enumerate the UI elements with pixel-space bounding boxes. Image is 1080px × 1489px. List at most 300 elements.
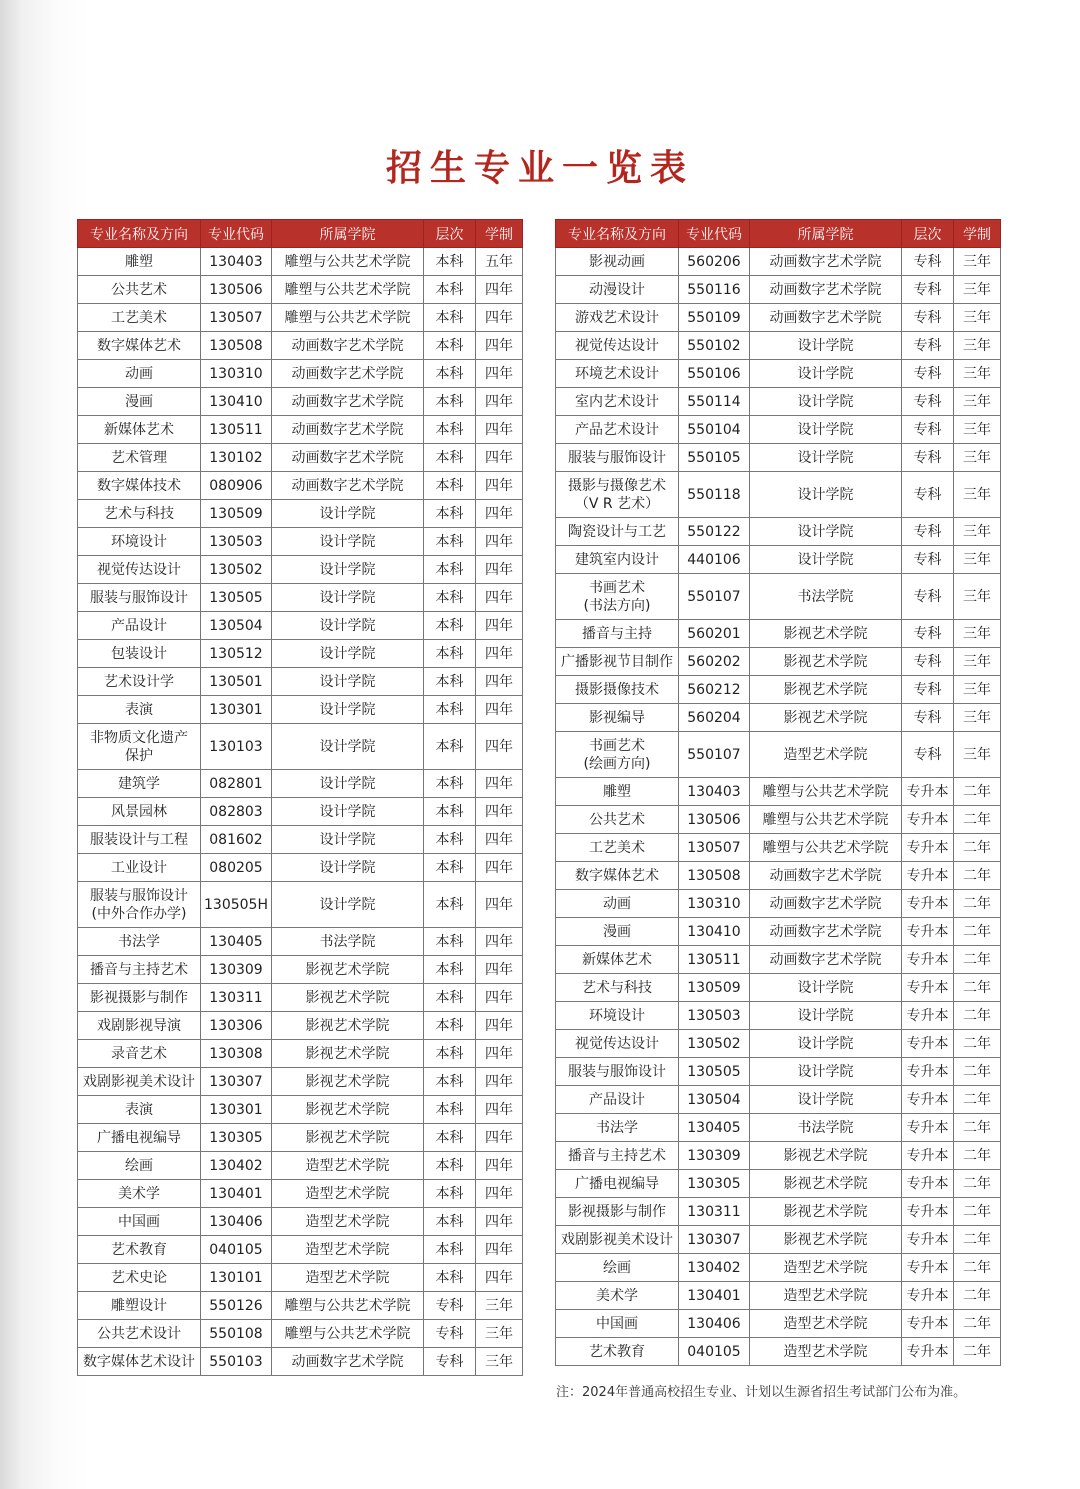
major-code-cell: 130306 [201, 1012, 272, 1040]
major-name-cell: 陶瓷设计与工艺 [556, 518, 679, 546]
duration-cell: 四年 [476, 444, 523, 472]
level-cell: 专升本 [902, 1086, 954, 1114]
college-cell: 动画数字艺术学院 [272, 360, 424, 388]
college-cell: 影视艺术学院 [272, 956, 424, 984]
duration-cell: 四年 [476, 1208, 523, 1236]
level-cell: 专升本 [902, 1310, 954, 1338]
college-cell: 雕塑与公共艺术学院 [272, 1292, 424, 1320]
major-code-cell: 130512 [201, 640, 272, 668]
college-cell: 造型艺术学院 [750, 1282, 902, 1310]
major-name-cell: 公共艺术设计 [78, 1320, 201, 1348]
level-cell: 本科 [424, 1264, 476, 1292]
major-name-cell: 服装与服饰设计 (中外合作办学) [78, 882, 201, 928]
major-name-cell: 风景园林 [78, 798, 201, 826]
level-cell: 专升本 [902, 1226, 954, 1254]
college-cell: 影视艺术学院 [750, 1142, 902, 1170]
duration-cell: 四年 [476, 612, 523, 640]
college-cell: 造型艺术学院 [272, 1208, 424, 1236]
college-cell: 设计学院 [750, 472, 902, 518]
level-cell: 专科 [424, 1320, 476, 1348]
college-cell: 设计学院 [272, 826, 424, 854]
table-row [556, 806, 1001, 834]
duration-cell: 二年 [954, 1254, 1001, 1282]
table-row [78, 640, 523, 668]
header-duration: 学制 [954, 220, 1001, 248]
college-cell: 动画数字艺术学院 [750, 276, 902, 304]
major-code-cell: 550126 [201, 1292, 272, 1320]
page-title: 招生专业一览表 [385, 147, 694, 189]
level-cell: 本科 [424, 1208, 476, 1236]
table-row [556, 1170, 1001, 1198]
college-cell: 造型艺术学院 [750, 1338, 902, 1366]
level-cell: 专科 [902, 276, 954, 304]
table-row [78, 854, 523, 882]
major-name-cell: 书法学 [78, 928, 201, 956]
college-cell: 动画数字艺术学院 [750, 862, 902, 890]
college-cell: 影视艺术学院 [272, 1068, 424, 1096]
major-name-cell: 艺术与科技 [78, 500, 201, 528]
major-code-cell: 130401 [679, 1282, 750, 1310]
college-cell: 设计学院 [272, 500, 424, 528]
duration-cell: 二年 [954, 862, 1001, 890]
duration-cell: 三年 [476, 1292, 523, 1320]
college-cell: 造型艺术学院 [272, 1236, 424, 1264]
table-row [556, 248, 1001, 276]
table-row [556, 1058, 1001, 1086]
duration-cell: 二年 [954, 918, 1001, 946]
major-name-cell: 表演 [78, 696, 201, 724]
level-cell: 专升本 [902, 1002, 954, 1030]
college-cell: 影视艺术学院 [750, 620, 902, 648]
duration-cell: 二年 [954, 1058, 1001, 1086]
major-name-cell: 数字媒体艺术设计 [78, 1348, 201, 1376]
table-row [556, 472, 1001, 518]
duration-cell: 三年 [476, 1320, 523, 1348]
major-name-cell: 戏剧影视导演 [78, 1012, 201, 1040]
level-cell: 专升本 [902, 862, 954, 890]
major-code-cell: 130305 [201, 1124, 272, 1152]
level-cell: 专科 [902, 620, 954, 648]
college-cell: 设计学院 [750, 1058, 902, 1086]
table-row [556, 546, 1001, 574]
level-cell: 本科 [424, 528, 476, 556]
table-row [78, 668, 523, 696]
college-cell: 设计学院 [272, 854, 424, 882]
duration-cell: 三年 [954, 620, 1001, 648]
major-code-cell: 550116 [679, 276, 750, 304]
header-major: 专业名称及方向 [556, 220, 679, 248]
major-name-cell: 新媒体艺术 [78, 416, 201, 444]
duration-cell: 四年 [476, 584, 523, 612]
table-row [556, 862, 1001, 890]
major-name-cell: 艺术史论 [78, 1264, 201, 1292]
table-header-row [556, 220, 1001, 248]
table-row [556, 1310, 1001, 1338]
duration-cell: 三年 [954, 416, 1001, 444]
college-cell: 雕塑与公共艺术学院 [272, 276, 424, 304]
level-cell: 本科 [424, 556, 476, 584]
table-row [556, 648, 1001, 676]
level-cell: 专升本 [902, 1254, 954, 1282]
major-name-cell: 数字媒体技术 [78, 472, 201, 500]
header-code: 专业代码 [201, 220, 272, 248]
level-cell: 专升本 [902, 1338, 954, 1366]
major-name-cell: 艺术与科技 [556, 974, 679, 1002]
major-name-cell: 摄影与摄像艺术 （V R 艺术） [556, 472, 679, 518]
duration-cell: 二年 [954, 1170, 1001, 1198]
major-name-cell: 书画艺术 (绘画方向) [556, 732, 679, 778]
table-row [556, 946, 1001, 974]
major-name-cell: 绘画 [78, 1152, 201, 1180]
college-cell: 影视艺术学院 [272, 1040, 424, 1068]
table-row [78, 528, 523, 556]
major-name-cell: 视觉传达设计 [78, 556, 201, 584]
major-code-cell: 550108 [201, 1320, 272, 1348]
college-cell: 设计学院 [272, 696, 424, 724]
major-name-cell: 雕塑 [78, 248, 201, 276]
major-code-cell: 130307 [201, 1068, 272, 1096]
level-cell: 本科 [424, 882, 476, 928]
college-cell: 雕塑与公共艺术学院 [272, 1320, 424, 1348]
table-row [78, 1208, 523, 1236]
major-code-cell: 560212 [679, 676, 750, 704]
duration-cell: 四年 [476, 724, 523, 770]
table-row [556, 1282, 1001, 1310]
college-cell: 影视艺术学院 [272, 1096, 424, 1124]
major-name-cell: 视觉传达设计 [556, 1030, 679, 1058]
table-row [556, 890, 1001, 918]
major-code-cell: 550105 [679, 444, 750, 472]
level-cell: 专科 [902, 574, 954, 620]
footnote: 注：2024年普通高校招生专业、计划以生源省招生考试部门公布为准。 [556, 1385, 967, 1400]
level-cell: 本科 [424, 416, 476, 444]
major-name-cell: 漫画 [556, 918, 679, 946]
table-row [556, 1086, 1001, 1114]
major-name-cell: 数字媒体艺术 [556, 862, 679, 890]
major-code-cell: 040105 [679, 1338, 750, 1366]
major-name-cell: 服装与服饰设计 [556, 1058, 679, 1086]
major-code-cell: 130410 [679, 918, 750, 946]
major-code-cell: 130505 [201, 584, 272, 612]
level-cell: 专科 [902, 648, 954, 676]
table-row [78, 1124, 523, 1152]
table-row [556, 1002, 1001, 1030]
level-cell: 本科 [424, 826, 476, 854]
major-code-cell: 130102 [201, 444, 272, 472]
major-code-cell: 550106 [679, 360, 750, 388]
major-code-cell: 550109 [679, 304, 750, 332]
major-name-cell: 播音与主持 [556, 620, 679, 648]
major-name-cell: 录音艺术 [78, 1040, 201, 1068]
college-cell: 设计学院 [272, 528, 424, 556]
college-cell: 雕塑与公共艺术学院 [750, 806, 902, 834]
level-cell: 专科 [902, 676, 954, 704]
table-row [78, 276, 523, 304]
duration-cell: 四年 [476, 500, 523, 528]
duration-cell: 二年 [954, 1198, 1001, 1226]
college-cell: 设计学院 [272, 640, 424, 668]
level-cell: 专科 [902, 416, 954, 444]
major-name-cell: 产品设计 [556, 1086, 679, 1114]
level-cell: 本科 [424, 276, 476, 304]
college-cell: 设计学院 [750, 360, 902, 388]
college-cell: 设计学院 [750, 1030, 902, 1058]
duration-cell: 四年 [476, 770, 523, 798]
college-cell: 雕塑与公共艺术学院 [750, 834, 902, 862]
duration-cell: 四年 [476, 928, 523, 956]
table-row [78, 556, 523, 584]
major-name-cell: 戏剧影视美术设计 [556, 1226, 679, 1254]
major-name-cell: 工艺美术 [556, 834, 679, 862]
major-code-cell: 130309 [679, 1142, 750, 1170]
level-cell: 专科 [902, 304, 954, 332]
level-cell: 本科 [424, 668, 476, 696]
table-row [78, 696, 523, 724]
major-name-cell: 视觉传达设计 [556, 332, 679, 360]
table-row [78, 724, 523, 770]
table-row [556, 416, 1001, 444]
major-name-cell: 建筑学 [78, 770, 201, 798]
major-name-cell: 播音与主持艺术 [78, 956, 201, 984]
table-row [78, 248, 523, 276]
major-code-cell: 130508 [679, 862, 750, 890]
major-code-cell: 550107 [679, 574, 750, 620]
major-name-cell: 艺术教育 [78, 1236, 201, 1264]
major-name-cell: 服装与服饰设计 [556, 444, 679, 472]
major-name-cell: 动漫设计 [556, 276, 679, 304]
college-cell: 造型艺术学院 [750, 732, 902, 778]
major-name-cell: 播音与主持艺术 [556, 1142, 679, 1170]
college-cell: 雕塑与公共艺术学院 [272, 248, 424, 276]
table-row [78, 416, 523, 444]
major-code-cell: 130305 [679, 1170, 750, 1198]
college-cell: 动画数字艺术学院 [750, 304, 902, 332]
table-row [78, 1040, 523, 1068]
college-cell: 设计学院 [750, 388, 902, 416]
duration-cell: 四年 [476, 1180, 523, 1208]
major-code-cell: 550102 [679, 332, 750, 360]
duration-cell: 四年 [476, 276, 523, 304]
major-code-cell: 560204 [679, 704, 750, 732]
major-name-cell: 广播影视节目制作 [556, 648, 679, 676]
major-name-cell: 室内艺术设计 [556, 388, 679, 416]
major-code-cell: 130406 [201, 1208, 272, 1236]
college-cell: 动画数字艺术学院 [272, 1348, 424, 1376]
table-row [78, 826, 523, 854]
duration-cell: 二年 [954, 946, 1001, 974]
major-code-cell: 130503 [201, 528, 272, 556]
major-name-cell: 中国画 [78, 1208, 201, 1236]
major-name-cell: 表演 [78, 1096, 201, 1124]
major-name-cell: 公共艺术 [78, 276, 201, 304]
major-name-cell: 数字媒体艺术 [78, 332, 201, 360]
table-header-row [78, 220, 523, 248]
college-cell: 动画数字艺术学院 [272, 444, 424, 472]
header-level: 层次 [902, 220, 954, 248]
table-row [556, 974, 1001, 1002]
major-code-cell: 082803 [201, 798, 272, 826]
table-row [556, 620, 1001, 648]
major-name-cell: 服装设计与工程 [78, 826, 201, 854]
table-row [78, 1180, 523, 1208]
table-row [556, 332, 1001, 360]
major-code-cell: 081602 [201, 826, 272, 854]
table-row [78, 360, 523, 388]
major-code-cell: 130405 [201, 928, 272, 956]
duration-cell: 三年 [954, 360, 1001, 388]
major-code-cell: 080906 [201, 472, 272, 500]
duration-cell: 三年 [954, 304, 1001, 332]
duration-cell: 三年 [954, 388, 1001, 416]
major-name-cell: 工艺美术 [78, 304, 201, 332]
college-cell: 书法学院 [750, 1114, 902, 1142]
level-cell: 专科 [424, 1348, 476, 1376]
duration-cell: 二年 [954, 1338, 1001, 1366]
duration-cell: 四年 [476, 332, 523, 360]
college-cell: 造型艺术学院 [272, 1152, 424, 1180]
duration-cell: 四年 [476, 1264, 523, 1292]
major-code-cell: 130507 [679, 834, 750, 862]
duration-cell: 四年 [476, 360, 523, 388]
table-row [556, 778, 1001, 806]
major-code-cell: 130511 [679, 946, 750, 974]
table-row [78, 798, 523, 826]
college-cell: 设计学院 [750, 546, 902, 574]
major-name-cell: 艺术设计学 [78, 668, 201, 696]
major-name-cell: 非物质文化遗产 保护 [78, 724, 201, 770]
table-row [556, 732, 1001, 778]
major-code-cell: 130502 [679, 1030, 750, 1058]
duration-cell: 四年 [476, 1040, 523, 1068]
college-cell: 动画数字艺术学院 [750, 890, 902, 918]
duration-cell: 四年 [476, 854, 523, 882]
major-code-cell: 130401 [201, 1180, 272, 1208]
major-code-cell: 550122 [679, 518, 750, 546]
college-cell: 造型艺术学院 [750, 1310, 902, 1338]
major-code-cell: 130502 [201, 556, 272, 584]
major-name-cell: 动画 [556, 890, 679, 918]
table-row [556, 704, 1001, 732]
major-code-cell: 130309 [201, 956, 272, 984]
duration-cell: 四年 [476, 882, 523, 928]
college-cell: 动画数字艺术学院 [272, 332, 424, 360]
major-name-cell: 广播电视编导 [78, 1124, 201, 1152]
duration-cell: 二年 [954, 1002, 1001, 1030]
table-row [556, 1142, 1001, 1170]
header-college: 所属学院 [272, 220, 424, 248]
major-code-cell: 130509 [201, 500, 272, 528]
duration-cell: 二年 [954, 778, 1001, 806]
table-row [556, 1030, 1001, 1058]
level-cell: 本科 [424, 984, 476, 1012]
major-code-cell: 560202 [679, 648, 750, 676]
duration-cell: 四年 [476, 556, 523, 584]
college-cell: 雕塑与公共艺术学院 [750, 778, 902, 806]
level-cell: 专科 [902, 248, 954, 276]
major-name-cell: 游戏艺术设计 [556, 304, 679, 332]
duration-cell: 三年 [954, 248, 1001, 276]
duration-cell: 三年 [954, 518, 1001, 546]
level-cell: 专升本 [902, 1058, 954, 1086]
duration-cell: 三年 [954, 676, 1001, 704]
college-cell: 设计学院 [272, 668, 424, 696]
table-row [78, 1152, 523, 1180]
level-cell: 本科 [424, 854, 476, 882]
table-row [556, 676, 1001, 704]
level-cell: 本科 [424, 360, 476, 388]
level-cell: 本科 [424, 640, 476, 668]
level-cell: 专科 [902, 704, 954, 732]
major-code-cell: 130507 [201, 304, 272, 332]
table-row [78, 770, 523, 798]
college-cell: 设计学院 [272, 882, 424, 928]
major-name-cell: 美术学 [556, 1282, 679, 1310]
level-cell: 专升本 [902, 946, 954, 974]
major-code-cell: 130506 [679, 806, 750, 834]
table-row [556, 918, 1001, 946]
duration-cell: 二年 [954, 1030, 1001, 1058]
major-name-cell: 新媒体艺术 [556, 946, 679, 974]
duration-cell: 五年 [476, 248, 523, 276]
duration-cell: 二年 [954, 1226, 1001, 1254]
duration-cell: 四年 [476, 416, 523, 444]
table-row [78, 388, 523, 416]
major-code-cell: 130301 [201, 696, 272, 724]
major-name-cell: 书法学 [556, 1114, 679, 1142]
level-cell: 本科 [424, 696, 476, 724]
major-code-cell: 130505 [679, 1058, 750, 1086]
table-row [556, 444, 1001, 472]
duration-cell: 二年 [954, 1310, 1001, 1338]
major-code-cell: 130402 [201, 1152, 272, 1180]
level-cell: 本科 [424, 798, 476, 826]
table-row [78, 956, 523, 984]
duration-cell: 四年 [476, 1152, 523, 1180]
table-row [78, 882, 523, 928]
duration-cell: 三年 [954, 276, 1001, 304]
major-name-cell: 服装与服饰设计 [78, 584, 201, 612]
college-cell: 动画数字艺术学院 [750, 248, 902, 276]
table-row [556, 1114, 1001, 1142]
duration-cell: 四年 [476, 1096, 523, 1124]
table-row [556, 834, 1001, 862]
major-name-cell: 影视编导 [556, 704, 679, 732]
level-cell: 专科 [424, 1292, 476, 1320]
table-row [78, 1068, 523, 1096]
level-cell: 本科 [424, 1124, 476, 1152]
duration-cell: 二年 [954, 1142, 1001, 1170]
college-cell: 设计学院 [272, 612, 424, 640]
level-cell: 本科 [424, 584, 476, 612]
major-code-cell: 130410 [201, 388, 272, 416]
college-cell: 设计学院 [272, 556, 424, 584]
duration-cell: 三年 [954, 732, 1001, 778]
duration-cell: 四年 [476, 826, 523, 854]
college-cell: 设计学院 [750, 332, 902, 360]
table-row [78, 1320, 523, 1348]
duration-cell: 二年 [954, 1282, 1001, 1310]
major-name-cell: 中国画 [556, 1310, 679, 1338]
college-cell: 设计学院 [272, 770, 424, 798]
table-row [556, 360, 1001, 388]
duration-cell: 二年 [954, 834, 1001, 862]
major-code-cell: 130403 [201, 248, 272, 276]
level-cell: 专升本 [902, 1030, 954, 1058]
major-code-cell: 130509 [679, 974, 750, 1002]
duration-cell: 二年 [954, 1086, 1001, 1114]
major-code-cell: 550107 [679, 732, 750, 778]
level-cell: 专升本 [902, 834, 954, 862]
